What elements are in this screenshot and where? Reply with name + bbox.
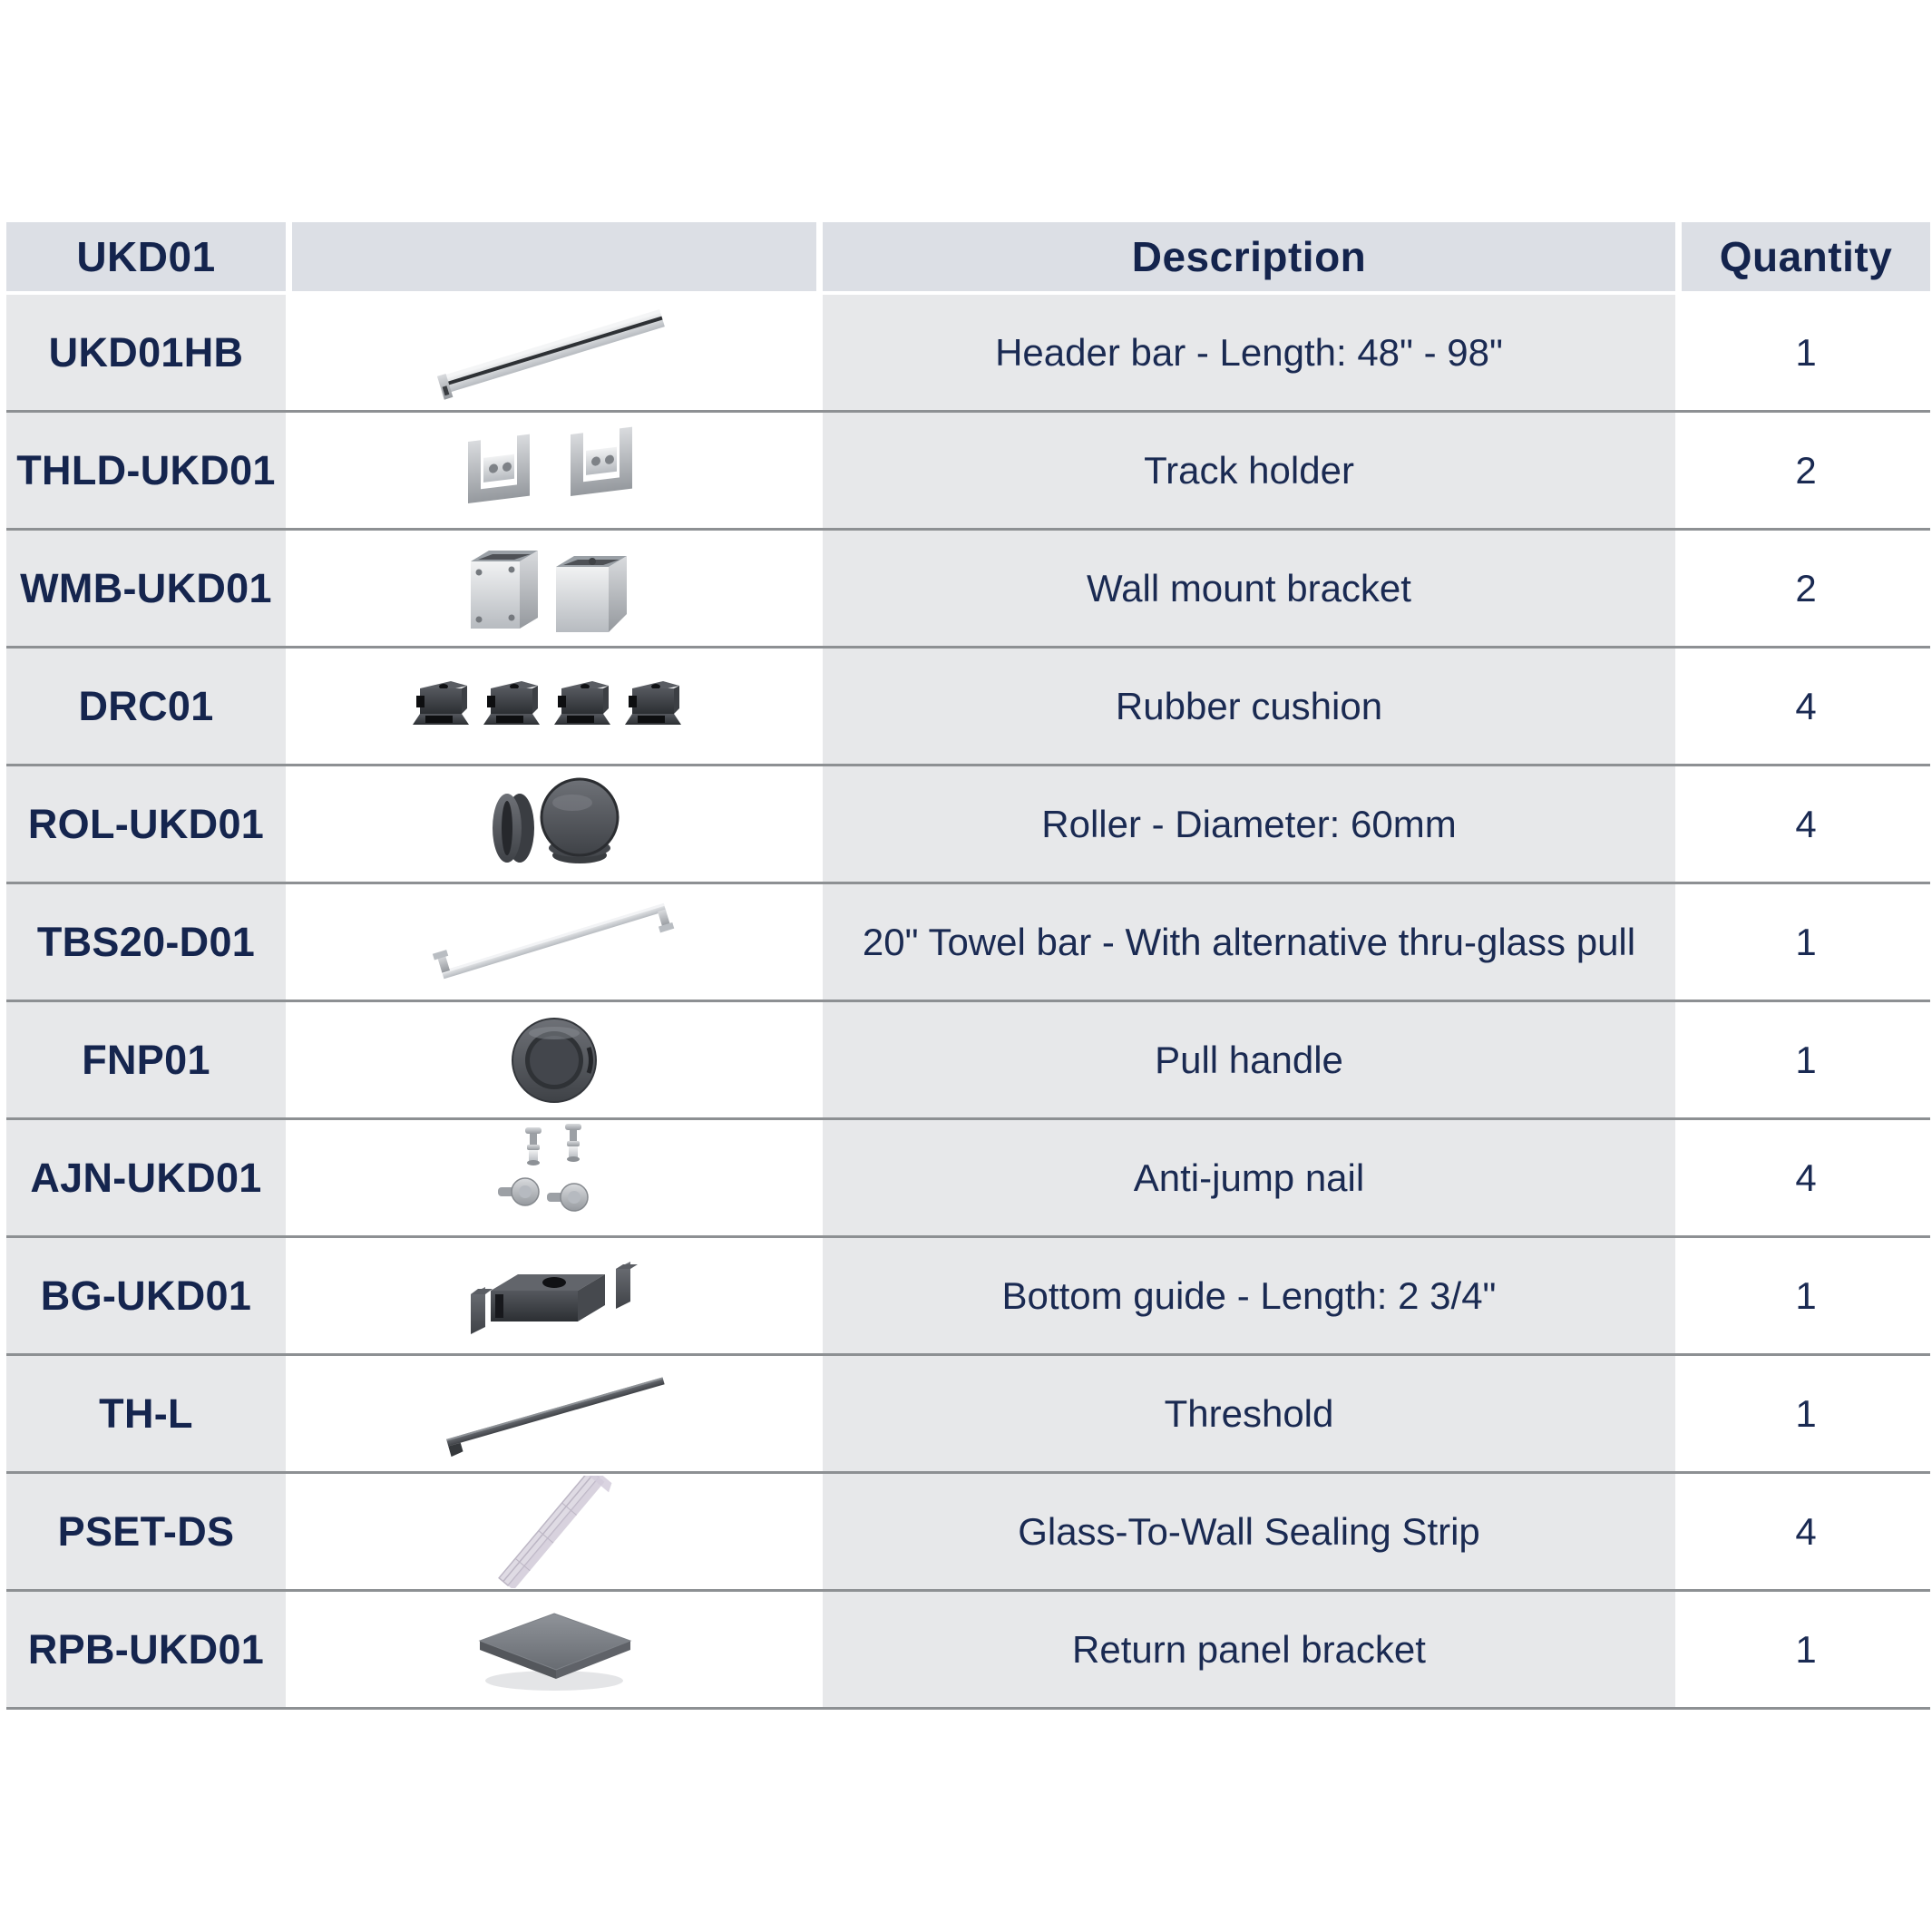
- part-code: AJN-UKD01: [30, 1154, 262, 1201]
- header-bar-image: [292, 295, 816, 410]
- part-quantity: 4: [1795, 802, 1817, 845]
- table-header-row: [6, 222, 1930, 291]
- threshold-image: [292, 1356, 816, 1471]
- table-row: [6, 295, 1930, 413]
- part-quantity: 1: [1795, 920, 1817, 963]
- part-quantity: 4: [1795, 684, 1817, 727]
- part-code: RPB-UKD01: [27, 1625, 265, 1673]
- table-row: [6, 1356, 1930, 1474]
- part-quantity: 1: [1795, 1627, 1817, 1671]
- table-row: [6, 1474, 1930, 1592]
- part-code: BG-UKD01: [40, 1272, 252, 1319]
- part-quantity: 1: [1795, 1391, 1817, 1435]
- part-description: Roller - Diameter: 60mm: [1041, 802, 1457, 845]
- part-code: THLD-UKD01: [16, 446, 276, 493]
- part-description: Threshold: [1164, 1391, 1334, 1435]
- bottom-guide-image: [292, 1238, 816, 1353]
- part-code: UKD01HB: [48, 328, 244, 375]
- quantity-header: Quantity: [1719, 233, 1893, 280]
- table-row: [6, 413, 1930, 531]
- part-description: Track holder: [1144, 448, 1354, 492]
- part-description: Glass-To-Wall Sealing Strip: [1018, 1509, 1480, 1553]
- part-code: ROL-UKD01: [27, 800, 265, 847]
- sealing-strip-image: [292, 1474, 816, 1589]
- image-column-header: [292, 222, 816, 291]
- return-panel-bracket-image: [292, 1592, 816, 1707]
- part-quantity: 2: [1795, 448, 1817, 492]
- track-holder-image: [292, 413, 816, 528]
- part-description: Return panel bracket: [1072, 1627, 1426, 1671]
- table-row: [6, 1120, 1930, 1238]
- kit-code-header: UKD01: [76, 233, 216, 280]
- table-row: [6, 1002, 1930, 1120]
- part-code: TBS20-D01: [36, 918, 256, 965]
- roller-image: [292, 766, 816, 882]
- part-description: Wall mount bracket: [1087, 566, 1411, 610]
- part-description: Bottom guide - Length: 2 3/4": [1001, 1273, 1497, 1317]
- rubber-cushion-image: [292, 649, 816, 764]
- part-code: TH-L: [99, 1390, 193, 1437]
- part-code: PSET-DS: [57, 1507, 235, 1555]
- part-quantity: 1: [1795, 1038, 1817, 1081]
- part-quantity: 1: [1795, 330, 1817, 374]
- part-quantity: 4: [1795, 1509, 1817, 1553]
- part-code: FNP01: [82, 1036, 210, 1083]
- towel-bar-image: [292, 884, 816, 1000]
- part-code: WMB-UKD01: [20, 564, 272, 611]
- anti-jump-nail-image: [292, 1120, 816, 1235]
- table-row: [6, 531, 1930, 649]
- table-row: [6, 884, 1930, 1002]
- parts-table: [6, 222, 1930, 1710]
- part-quantity: 4: [1795, 1156, 1817, 1199]
- wall-mount-bracket-image: [292, 531, 816, 646]
- table-row: [6, 649, 1930, 766]
- description-header: Description: [1131, 233, 1367, 280]
- pull-handle-image: [292, 1002, 816, 1117]
- table-row: [6, 1238, 1930, 1356]
- part-code: DRC01: [78, 682, 214, 729]
- part-description: Anti-jump nail: [1133, 1156, 1365, 1199]
- part-description: 20" Towel bar - With alternative thru-glass pull: [862, 920, 1636, 963]
- table-row: [6, 1592, 1930, 1710]
- part-description: Pull handle: [1155, 1038, 1343, 1081]
- part-description: Header bar - Length: 48" - 98": [995, 330, 1503, 374]
- table-row: [6, 766, 1930, 884]
- part-quantity: 2: [1795, 566, 1817, 610]
- part-description: Rubber cushion: [1115, 684, 1383, 727]
- part-quantity: 1: [1795, 1273, 1817, 1317]
